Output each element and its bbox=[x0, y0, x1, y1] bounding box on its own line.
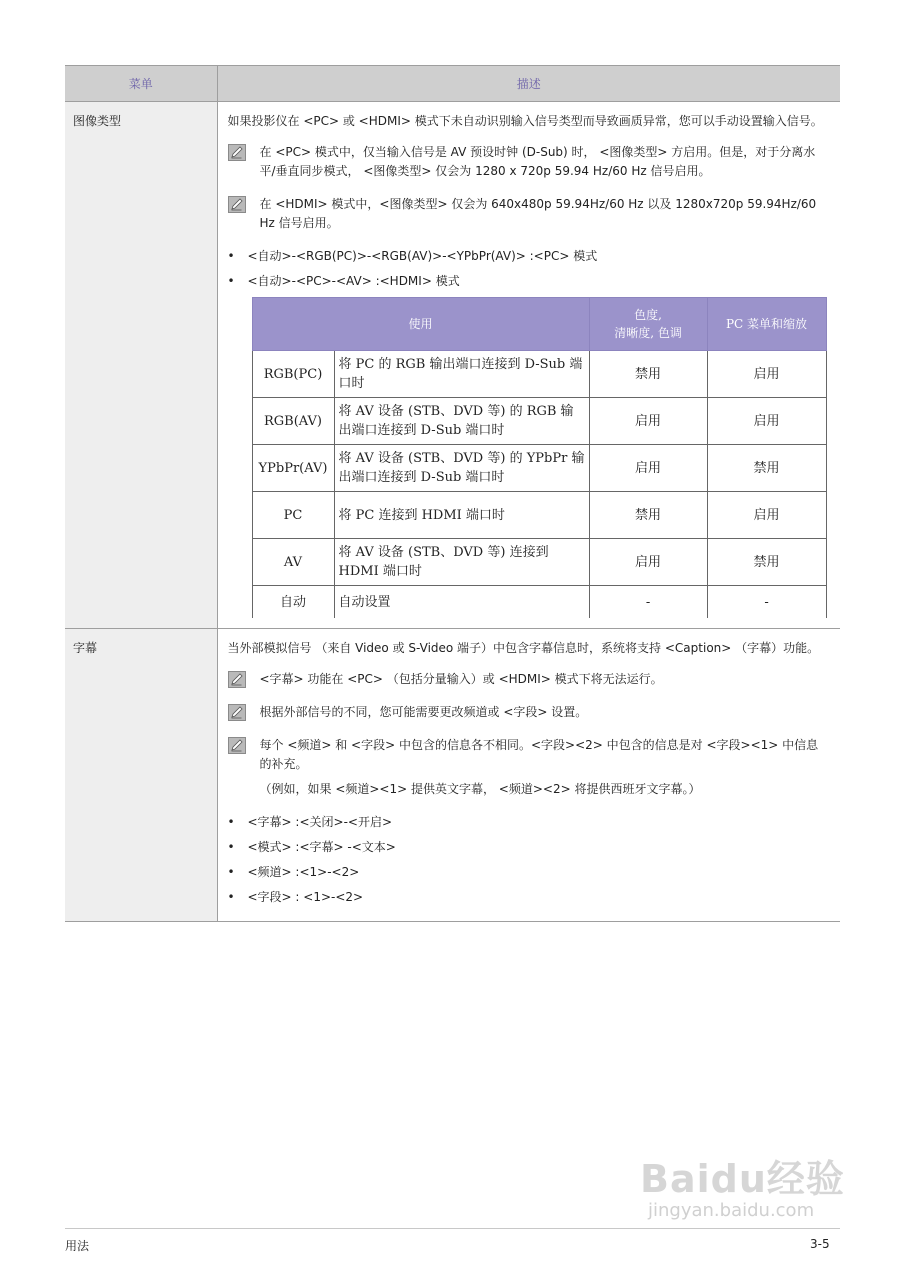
color-cell: 启用 bbox=[589, 539, 707, 586]
footer-divider bbox=[65, 1228, 840, 1229]
note-text: 在 <HDMI> 模式中，<图像类型> 仅会为 640x480p 59.94Hz/60 Hz 以及 1280x720p 59.94Hz/60 Hz 信号启用。 bbox=[259, 197, 817, 230]
sub-table-row bbox=[252, 492, 826, 539]
mode-cell: 自动 bbox=[252, 586, 334, 619]
description-cell bbox=[217, 629, 840, 922]
sub-header-color bbox=[589, 298, 707, 351]
sub-table-row bbox=[252, 351, 826, 398]
note bbox=[228, 703, 831, 722]
note bbox=[228, 143, 831, 181]
bullet-item: • <自动>-<PC>-<AV> :<HDMI> 模式 bbox=[228, 272, 831, 291]
header-description: 描述 bbox=[217, 66, 840, 102]
pc-menu-cell: 禁用 bbox=[707, 539, 826, 586]
usage-cell: 将 AV 设备 (STB、DVD 等) 的 RGB 输出端口连接到 D-Sub 端口时 bbox=[334, 398, 589, 445]
note-pencil-icon bbox=[228, 671, 246, 688]
note bbox=[228, 670, 831, 689]
intro-text: 如果投影仪在 <PC> 或 <HDMI> 模式下未自动识别输入信号类型而导致画质异常，您可以手动设置输入信号。 bbox=[227, 114, 823, 128]
note-pencil-icon bbox=[228, 144, 246, 161]
sub-table-header-row bbox=[252, 298, 826, 351]
table-row bbox=[65, 629, 840, 922]
pc-menu-cell: 启用 bbox=[707, 398, 826, 445]
mode-cell: PC bbox=[252, 492, 334, 539]
note bbox=[228, 736, 831, 774]
note-pencil-icon bbox=[228, 737, 246, 754]
usage-cell: 将 AV 设备 (STB、DVD 等) 连接到 HDMI 端口时 bbox=[334, 539, 589, 586]
bullet-item: • <自动>-<RGB(PC)>-<RGB(AV)>-<YPbPr(AV)> :<PC> 模式 bbox=[228, 247, 831, 266]
sub-table-row bbox=[252, 586, 826, 619]
description-cell bbox=[217, 102, 840, 629]
note-text: <字幕> 功能在 <PC> （包括分量输入）或 <HDMI> 模式下将无法运行。 bbox=[259, 672, 663, 686]
bullet-list bbox=[228, 247, 831, 291]
bullet-item: • <频道> :<1>-<2> bbox=[228, 863, 831, 882]
picture-type-table bbox=[252, 297, 827, 618]
baidu-watermark bbox=[640, 1148, 850, 1224]
sub-table-row bbox=[252, 398, 826, 445]
color-cell: 启用 bbox=[589, 398, 707, 445]
note bbox=[228, 195, 831, 233]
color-cell: 禁用 bbox=[589, 492, 707, 539]
footer-section: 用法 bbox=[65, 1239, 90, 1253]
header-menu: 菜单 bbox=[65, 66, 217, 102]
page-number: 3-5 bbox=[810, 1237, 830, 1251]
usage-cell: 将 PC 的 RGB 输出端口连接到 D-Sub 端口时 bbox=[334, 351, 589, 398]
note-text: 根据外部信号的不同，您可能需要更改频道或 <字段> 设置。 bbox=[259, 705, 588, 719]
settings-table bbox=[65, 65, 840, 922]
usage-cell: 自动设置 bbox=[334, 586, 589, 619]
mode-cell: AV bbox=[252, 539, 334, 586]
table-row bbox=[65, 102, 840, 629]
usage-cell: 将 AV 设备 (STB、DVD 等) 的 YPbPr 输出端口连接到 D-Sub 端口时 bbox=[334, 445, 589, 492]
note-text: 在 <PC> 模式中，仅当输入信号是 AV 预设时钟 (D-Sub) 时， <图像类型> 方启用。但是，对于分离水平/垂直同步模式， <图像类型> 仅会为 1280 x 720p 59.94 Hz/60 Hz 信号启用。 bbox=[259, 145, 816, 178]
bullet-list bbox=[228, 813, 831, 907]
pc-menu-cell: 禁用 bbox=[707, 445, 826, 492]
mode-cell: RGB(PC) bbox=[252, 351, 334, 398]
bullet-item: • <字段> : <1>-<2> bbox=[228, 888, 831, 907]
intro-text: 当外部模拟信号 （来自 Video 或 S-Video 端子）中包含字幕信息时，系统将支持 <Caption> （字幕）功能。 bbox=[227, 641, 820, 655]
sub-header-pc-menu: PC 菜单和缩放 bbox=[707, 298, 826, 351]
table-header-row bbox=[65, 66, 840, 102]
menu-item-caption: 字幕 bbox=[65, 629, 217, 922]
sub-header-color-text: 色度, 清晰度, 色调 bbox=[614, 308, 682, 340]
color-cell: - bbox=[589, 586, 707, 619]
pc-menu-cell: 启用 bbox=[707, 351, 826, 398]
watermark-logo: Baidu经验 bbox=[640, 1157, 845, 1201]
sub-table-row bbox=[252, 445, 826, 492]
mode-cell: YPbPr(AV) bbox=[252, 445, 334, 492]
note-pencil-icon bbox=[228, 704, 246, 721]
mode-cell: RGB(AV) bbox=[252, 398, 334, 445]
menu-item-picture-type: 图像类型 bbox=[65, 102, 217, 629]
note-text: 每个 <频道> 和 <字段> 中包含的信息各不相同。<字段><2> 中包含的信息是对 <字段><1> 中信息的补充。 bbox=[259, 738, 819, 771]
sub-header-usage: 使用 bbox=[252, 298, 589, 351]
note-pencil-icon bbox=[228, 196, 246, 213]
pc-menu-cell: 启用 bbox=[707, 492, 826, 539]
sub-table-row bbox=[252, 539, 826, 586]
bullet-item: • <字幕> :<关闭>-<开启> bbox=[228, 813, 831, 832]
bullet-item: • <模式> :<字幕> -<文本> bbox=[228, 838, 831, 857]
color-cell: 启用 bbox=[589, 445, 707, 492]
usage-cell: 将 PC 连接到 HDMI 端口时 bbox=[334, 492, 589, 539]
watermark-url: jingyan.baidu.com bbox=[648, 1200, 815, 1221]
color-cell: 禁用 bbox=[589, 351, 707, 398]
example-text: （例如，如果 <频道><1> 提供英文字幕， <频道><2> 将提供西班牙文字幕。） bbox=[259, 782, 701, 796]
pc-menu-cell: - bbox=[707, 586, 826, 619]
